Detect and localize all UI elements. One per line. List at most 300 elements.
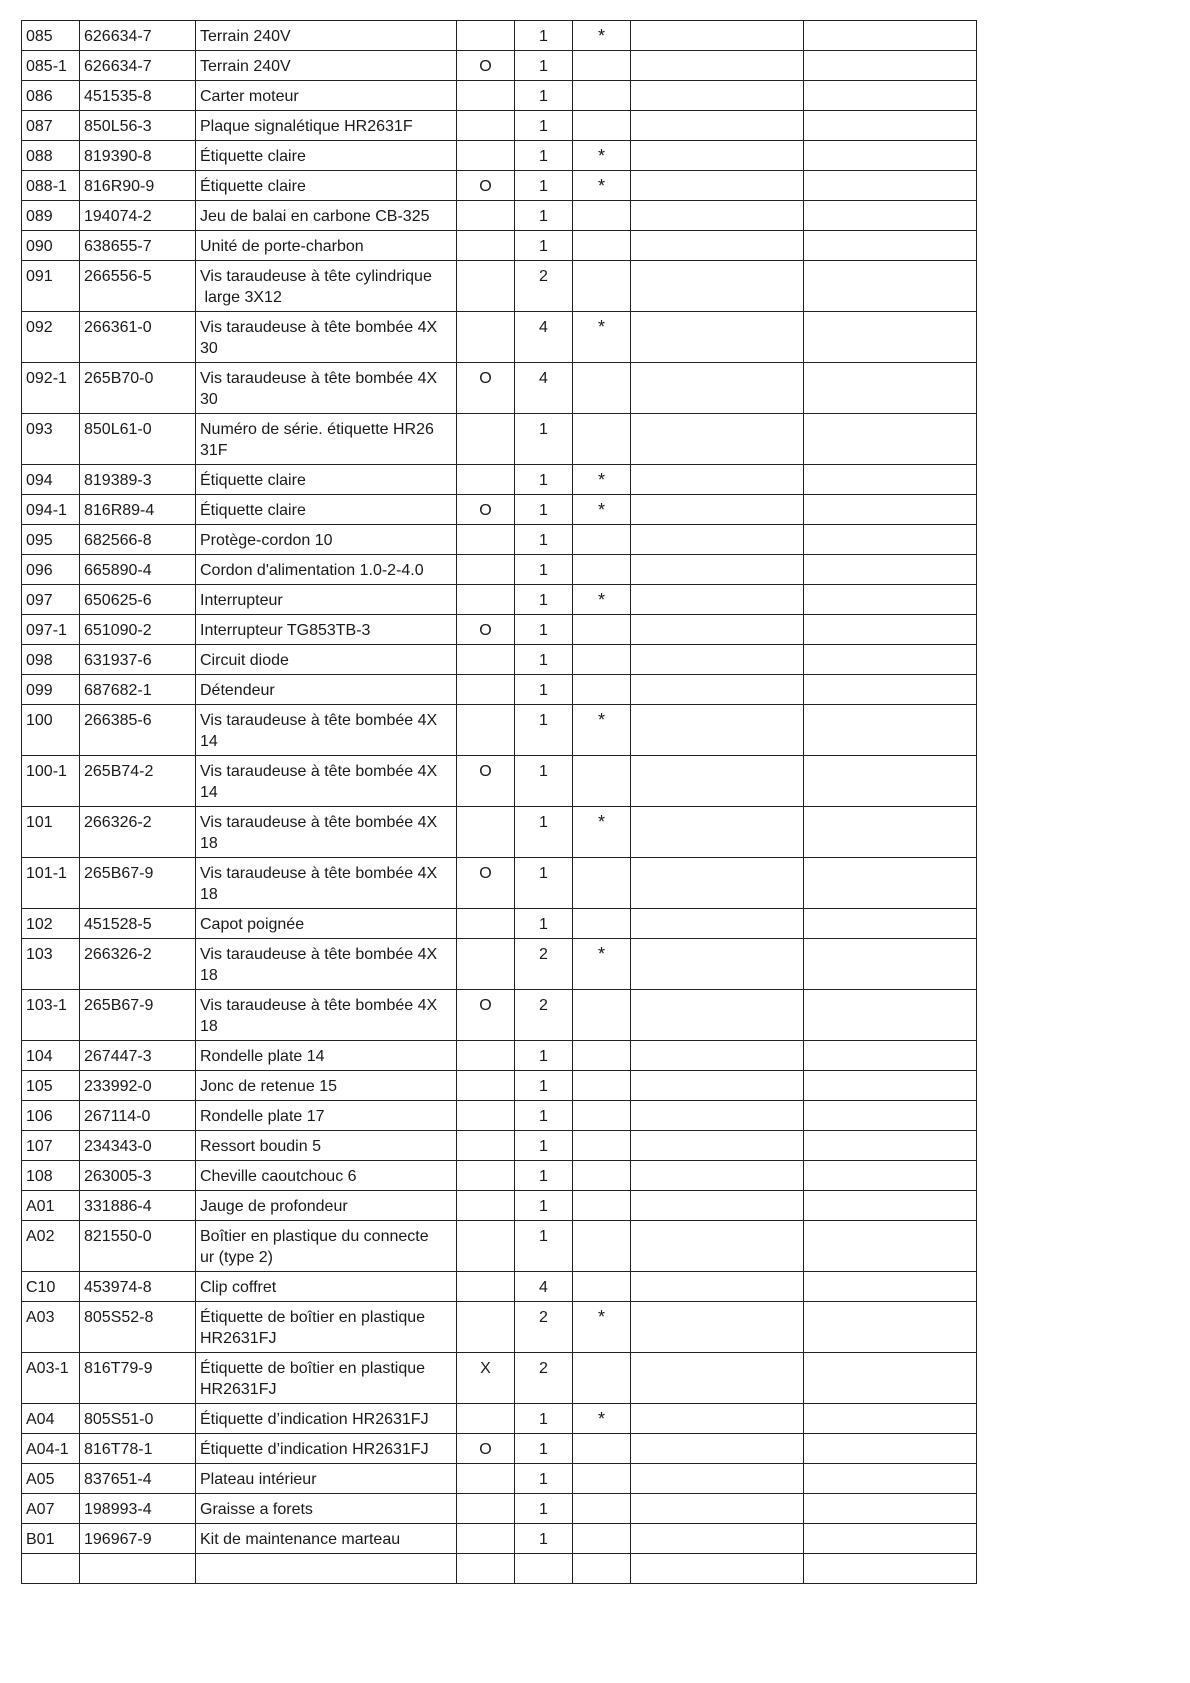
table-row xyxy=(22,990,977,1041)
part-number-cell: 265B67-9 xyxy=(80,858,196,909)
item-number-cell: 086 xyxy=(22,81,80,111)
table-row xyxy=(22,111,977,141)
quantity-cell: 1 xyxy=(515,705,573,756)
blank-cell xyxy=(631,111,804,141)
table-row xyxy=(22,555,977,585)
table-row xyxy=(22,363,977,414)
description-cell: Interrupteur TG853TB-3 xyxy=(196,615,457,645)
item-number-cell: 108 xyxy=(22,1161,80,1191)
blank-cell xyxy=(631,414,804,465)
description-cell: Détendeur xyxy=(196,675,457,705)
table-row xyxy=(22,909,977,939)
blank-cell xyxy=(804,201,977,231)
option-mark-cell xyxy=(457,1272,515,1302)
blank-cell xyxy=(631,675,804,705)
blank-cell xyxy=(631,1191,804,1221)
blank-cell xyxy=(804,1302,977,1353)
description-cell: Vis taraudeuse à tête bombée 4X 18 xyxy=(196,858,457,909)
blank-cell xyxy=(631,939,804,990)
item-number-cell: 099 xyxy=(22,675,80,705)
blank-cell xyxy=(631,1464,804,1494)
note-mark-cell xyxy=(573,1353,631,1404)
table-row xyxy=(22,525,977,555)
part-number-cell: 819389-3 xyxy=(80,465,196,495)
note-mark-cell xyxy=(573,909,631,939)
blank-cell xyxy=(22,1554,80,1584)
description-cell: Jeu de balai en carbone CB-325 xyxy=(196,201,457,231)
item-number-cell: 101 xyxy=(22,807,80,858)
description-cell: Jonc de retenue 15 xyxy=(196,1071,457,1101)
description-cell: Vis taraudeuse à tête bombée 4X 18 xyxy=(196,990,457,1041)
option-mark-cell xyxy=(457,141,515,171)
table-row xyxy=(22,1353,977,1404)
table-row xyxy=(22,1302,977,1353)
quantity-cell: 1 xyxy=(515,1524,573,1554)
table-row xyxy=(22,1464,977,1494)
blank-cell xyxy=(804,705,977,756)
note-mark-cell xyxy=(573,261,631,312)
description-cell: Vis taraudeuse à tête cylindrique large 3X12 xyxy=(196,261,457,312)
quantity-cell: 2 xyxy=(515,1302,573,1353)
blank-cell xyxy=(631,201,804,231)
blank-cell xyxy=(804,1554,977,1584)
part-number-cell: 816R90-9 xyxy=(80,171,196,201)
item-number-cell: A05 xyxy=(22,1464,80,1494)
quantity-cell: 1 xyxy=(515,414,573,465)
quantity-cell: 1 xyxy=(515,1191,573,1221)
blank-cell xyxy=(804,1161,977,1191)
note-mark-cell: * xyxy=(573,585,631,615)
option-mark-cell xyxy=(457,1161,515,1191)
quantity-cell: 4 xyxy=(515,312,573,363)
part-number-cell: 451528-5 xyxy=(80,909,196,939)
quantity-cell: 1 xyxy=(515,675,573,705)
item-number-cell: 094-1 xyxy=(22,495,80,525)
table-row xyxy=(22,807,977,858)
blank-cell xyxy=(631,1101,804,1131)
blank-cell xyxy=(804,1464,977,1494)
table-row xyxy=(22,1524,977,1554)
description-cell: Ressort boudin 5 xyxy=(196,1131,457,1161)
item-number-cell: 096 xyxy=(22,555,80,585)
blank-cell xyxy=(804,261,977,312)
blank-cell xyxy=(631,525,804,555)
note-mark-cell xyxy=(573,1221,631,1272)
blank-cell xyxy=(631,1404,804,1434)
part-number-cell: 816T79-9 xyxy=(80,1353,196,1404)
table-row xyxy=(22,1404,977,1434)
item-number-cell: 094 xyxy=(22,465,80,495)
blank-cell xyxy=(631,1494,804,1524)
option-mark-cell xyxy=(457,21,515,51)
table-row xyxy=(22,1272,977,1302)
blank-cell xyxy=(631,21,804,51)
part-number-cell: 682566-8 xyxy=(80,525,196,555)
part-number-cell: 266361-0 xyxy=(80,312,196,363)
note-mark-cell xyxy=(573,645,631,675)
table-row xyxy=(22,141,977,171)
note-mark-cell: * xyxy=(573,939,631,990)
blank-cell xyxy=(804,675,977,705)
table-row xyxy=(22,414,977,465)
item-number-cell: A03-1 xyxy=(22,1353,80,1404)
option-mark-cell xyxy=(457,555,515,585)
item-number-cell: 093 xyxy=(22,414,80,465)
table-row xyxy=(22,465,977,495)
item-number-cell: 107 xyxy=(22,1131,80,1161)
blank-cell xyxy=(631,465,804,495)
description-cell: Interrupteur xyxy=(196,585,457,615)
quantity-cell: 1 xyxy=(515,141,573,171)
blank-cell xyxy=(196,1554,457,1584)
table-row xyxy=(22,1161,977,1191)
option-mark-cell xyxy=(457,231,515,261)
option-mark-cell xyxy=(457,1494,515,1524)
description-cell: Terrain 240V xyxy=(196,21,457,51)
blank-cell xyxy=(804,1524,977,1554)
description-cell: Étiquette de boîtier en plastique HR2631FJ xyxy=(196,1302,457,1353)
note-mark-cell xyxy=(573,231,631,261)
item-number-cell: 091 xyxy=(22,261,80,312)
note-mark-cell xyxy=(573,1071,631,1101)
blank-cell xyxy=(631,645,804,675)
blank-cell xyxy=(631,807,804,858)
note-mark-cell xyxy=(573,1161,631,1191)
note-mark-cell: * xyxy=(573,807,631,858)
blank-cell xyxy=(804,1353,977,1404)
part-number-cell: 687682-1 xyxy=(80,675,196,705)
table-row xyxy=(22,1101,977,1131)
option-mark-cell: X xyxy=(457,1353,515,1404)
item-number-cell: 090 xyxy=(22,231,80,261)
part-number-cell: 331886-4 xyxy=(80,1191,196,1221)
table-row xyxy=(22,1191,977,1221)
option-mark-cell xyxy=(457,1404,515,1434)
blank-cell xyxy=(631,555,804,585)
part-number-cell: 626634-7 xyxy=(80,21,196,51)
part-number-cell: 626634-7 xyxy=(80,51,196,81)
item-number-cell: 103-1 xyxy=(22,990,80,1041)
note-mark-cell xyxy=(573,990,631,1041)
option-mark-cell xyxy=(457,1131,515,1161)
blank-cell xyxy=(804,1272,977,1302)
part-number-cell: 266326-2 xyxy=(80,807,196,858)
quantity-cell: 1 xyxy=(515,1161,573,1191)
item-number-cell: 106 xyxy=(22,1101,80,1131)
blank-cell xyxy=(631,171,804,201)
part-number-cell: 651090-2 xyxy=(80,615,196,645)
item-number-cell: A03 xyxy=(22,1302,80,1353)
quantity-cell: 1 xyxy=(515,81,573,111)
table-row xyxy=(22,615,977,645)
item-number-cell: A01 xyxy=(22,1191,80,1221)
table-row xyxy=(22,81,977,111)
table-row xyxy=(22,756,977,807)
note-mark-cell: * xyxy=(573,1302,631,1353)
item-number-cell: A02 xyxy=(22,1221,80,1272)
note-mark-cell xyxy=(573,615,631,645)
description-cell: Protège-cordon 10 xyxy=(196,525,457,555)
quantity-cell: 1 xyxy=(515,231,573,261)
quantity-cell: 1 xyxy=(515,909,573,939)
empty-table-row xyxy=(22,1554,977,1584)
table-row xyxy=(22,1434,977,1464)
option-mark-cell xyxy=(457,414,515,465)
option-mark-cell: O xyxy=(457,363,515,414)
blank-cell xyxy=(631,261,804,312)
note-mark-cell xyxy=(573,1041,631,1071)
item-number-cell: 092-1 xyxy=(22,363,80,414)
quantity-cell: 1 xyxy=(515,495,573,525)
blank-cell xyxy=(631,858,804,909)
item-number-cell: 085-1 xyxy=(22,51,80,81)
blank-cell xyxy=(804,141,977,171)
part-number-cell: 816T78-1 xyxy=(80,1434,196,1464)
option-mark-cell: O xyxy=(457,990,515,1041)
blank-cell xyxy=(804,171,977,201)
description-cell: Étiquette de boîtier en plastique HR2631FJ xyxy=(196,1353,457,1404)
blank-cell xyxy=(804,21,977,51)
blank-cell xyxy=(631,51,804,81)
part-number-cell: 194074-2 xyxy=(80,201,196,231)
note-mark-cell xyxy=(573,1434,631,1464)
item-number-cell: 097-1 xyxy=(22,615,80,645)
blank-cell xyxy=(573,1554,631,1584)
quantity-cell: 4 xyxy=(515,1272,573,1302)
description-cell: Cordon d'alimentation 1.0-2-4.0 xyxy=(196,555,457,585)
quantity-cell: 1 xyxy=(515,645,573,675)
table-row xyxy=(22,1494,977,1524)
table-row xyxy=(22,675,977,705)
blank-cell xyxy=(804,1101,977,1131)
quantity-cell: 1 xyxy=(515,1404,573,1434)
description-cell: Rondelle plate 17 xyxy=(196,1101,457,1131)
blank-cell xyxy=(631,756,804,807)
note-mark-cell xyxy=(573,1272,631,1302)
option-mark-cell xyxy=(457,807,515,858)
item-number-cell: 088 xyxy=(22,141,80,171)
quantity-cell: 1 xyxy=(515,525,573,555)
blank-cell xyxy=(804,858,977,909)
item-number-cell: 089 xyxy=(22,201,80,231)
description-cell: Kit de maintenance marteau xyxy=(196,1524,457,1554)
quantity-cell: 1 xyxy=(515,1434,573,1464)
part-number-cell: 196967-9 xyxy=(80,1524,196,1554)
option-mark-cell xyxy=(457,1524,515,1554)
note-mark-cell xyxy=(573,363,631,414)
part-number-cell: 453974-8 xyxy=(80,1272,196,1302)
option-mark-cell: O xyxy=(457,615,515,645)
parts-table-body xyxy=(22,21,977,1584)
option-mark-cell xyxy=(457,1221,515,1272)
option-mark-cell xyxy=(457,675,515,705)
option-mark-cell xyxy=(457,465,515,495)
blank-cell xyxy=(631,1131,804,1161)
note-mark-cell xyxy=(573,1494,631,1524)
quantity-cell: 2 xyxy=(515,939,573,990)
part-number-cell: 234343-0 xyxy=(80,1131,196,1161)
blank-cell xyxy=(457,1554,515,1584)
quantity-cell: 1 xyxy=(515,1494,573,1524)
option-mark-cell xyxy=(457,909,515,939)
option-mark-cell xyxy=(457,261,515,312)
quantity-cell: 1 xyxy=(515,756,573,807)
quantity-cell: 1 xyxy=(515,111,573,141)
blank-cell xyxy=(804,525,977,555)
table-row xyxy=(22,312,977,363)
table-row xyxy=(22,1131,977,1161)
item-number-cell: 102 xyxy=(22,909,80,939)
description-cell: Clip coffret xyxy=(196,1272,457,1302)
description-cell: Vis taraudeuse à tête bombée 4X 14 xyxy=(196,756,457,807)
description-cell: Capot poignée xyxy=(196,909,457,939)
description-cell: Numéro de série. étiquette HR26 31F xyxy=(196,414,457,465)
part-number-cell: 265B67-9 xyxy=(80,990,196,1041)
note-mark-cell xyxy=(573,525,631,555)
option-mark-cell: O xyxy=(457,495,515,525)
blank-cell xyxy=(804,756,977,807)
note-mark-cell: * xyxy=(573,465,631,495)
note-mark-cell xyxy=(573,1191,631,1221)
blank-cell xyxy=(804,1221,977,1272)
blank-cell xyxy=(804,111,977,141)
quantity-cell: 4 xyxy=(515,363,573,414)
note-mark-cell xyxy=(573,201,631,231)
blank-cell xyxy=(804,1131,977,1161)
quantity-cell: 1 xyxy=(515,555,573,585)
quantity-cell: 1 xyxy=(515,171,573,201)
quantity-cell: 1 xyxy=(515,615,573,645)
option-mark-cell: O xyxy=(457,51,515,81)
blank-cell xyxy=(804,495,977,525)
note-mark-cell xyxy=(573,414,631,465)
quantity-cell: 1 xyxy=(515,585,573,615)
blank-cell xyxy=(804,312,977,363)
table-row xyxy=(22,261,977,312)
note-mark-cell xyxy=(573,81,631,111)
part-number-cell: 850L56-3 xyxy=(80,111,196,141)
blank-cell xyxy=(631,1272,804,1302)
blank-cell xyxy=(631,81,804,111)
blank-cell xyxy=(804,1191,977,1221)
quantity-cell: 2 xyxy=(515,990,573,1041)
part-number-cell: 837651-4 xyxy=(80,1464,196,1494)
quantity-cell: 1 xyxy=(515,51,573,81)
quantity-cell: 1 xyxy=(515,807,573,858)
description-cell: Plateau intérieur xyxy=(196,1464,457,1494)
note-mark-cell xyxy=(573,1524,631,1554)
blank-cell xyxy=(804,1404,977,1434)
blank-cell xyxy=(804,555,977,585)
part-number-cell: 266556-5 xyxy=(80,261,196,312)
description-cell: Vis taraudeuse à tête bombée 4X 18 xyxy=(196,939,457,990)
blank-cell xyxy=(804,1041,977,1071)
table-row xyxy=(22,585,977,615)
description-cell: Graisse a forets xyxy=(196,1494,457,1524)
option-mark-cell xyxy=(457,1464,515,1494)
item-number-cell: 095 xyxy=(22,525,80,555)
item-number-cell: 092 xyxy=(22,312,80,363)
quantity-cell: 1 xyxy=(515,1131,573,1161)
blank-cell xyxy=(804,231,977,261)
description-cell: Jauge de profondeur xyxy=(196,1191,457,1221)
option-mark-cell xyxy=(457,1071,515,1101)
part-number-cell: 233992-0 xyxy=(80,1071,196,1101)
blank-cell xyxy=(631,1554,804,1584)
note-mark-cell: * xyxy=(573,1404,631,1434)
note-mark-cell xyxy=(573,111,631,141)
blank-cell xyxy=(804,909,977,939)
blank-cell xyxy=(804,1494,977,1524)
part-number-cell: 451535-8 xyxy=(80,81,196,111)
part-number-cell: 650625-6 xyxy=(80,585,196,615)
note-mark-cell xyxy=(573,858,631,909)
blank-cell xyxy=(631,909,804,939)
blank-cell xyxy=(515,1554,573,1584)
part-number-cell: 665890-4 xyxy=(80,555,196,585)
option-mark-cell: O xyxy=(457,858,515,909)
note-mark-cell: * xyxy=(573,141,631,171)
description-cell: Vis taraudeuse à tête bombée 4X 30 xyxy=(196,363,457,414)
description-cell: Unité de porte-charbon xyxy=(196,231,457,261)
note-mark-cell: * xyxy=(573,495,631,525)
description-cell: Vis taraudeuse à tête bombée 4X 14 xyxy=(196,705,457,756)
description-cell: Étiquette claire xyxy=(196,141,457,171)
item-number-cell: 105 xyxy=(22,1071,80,1101)
note-mark-cell xyxy=(573,555,631,585)
table-row xyxy=(22,645,977,675)
option-mark-cell xyxy=(457,585,515,615)
part-number-cell: 267447-3 xyxy=(80,1041,196,1071)
table-row xyxy=(22,1071,977,1101)
blank-cell xyxy=(631,1041,804,1071)
note-mark-cell: * xyxy=(573,705,631,756)
table-row xyxy=(22,705,977,756)
option-mark-cell xyxy=(457,1041,515,1071)
note-mark-cell xyxy=(573,675,631,705)
item-number-cell: B01 xyxy=(22,1524,80,1554)
blank-cell xyxy=(631,1353,804,1404)
table-row xyxy=(22,858,977,909)
description-cell: Carter moteur xyxy=(196,81,457,111)
description-cell: Boîtier en plastique du connecte ur (type 2) xyxy=(196,1221,457,1272)
quantity-cell: 1 xyxy=(515,1101,573,1131)
blank-cell xyxy=(631,231,804,261)
option-mark-cell xyxy=(457,645,515,675)
part-number-cell: 821550-0 xyxy=(80,1221,196,1272)
option-mark-cell xyxy=(457,111,515,141)
part-number-cell: 819390-8 xyxy=(80,141,196,171)
part-number-cell: 816R89-4 xyxy=(80,495,196,525)
note-mark-cell: * xyxy=(573,21,631,51)
option-mark-cell xyxy=(457,939,515,990)
part-number-cell: 805S51-0 xyxy=(80,1404,196,1434)
part-number-cell: 263005-3 xyxy=(80,1161,196,1191)
table-row xyxy=(22,495,977,525)
blank-cell xyxy=(631,705,804,756)
item-number-cell: 100 xyxy=(22,705,80,756)
blank-cell xyxy=(804,51,977,81)
item-number-cell: 085 xyxy=(22,21,80,51)
blank-cell xyxy=(804,414,977,465)
item-number-cell: A04 xyxy=(22,1404,80,1434)
blank-cell xyxy=(631,1071,804,1101)
item-number-cell: 098 xyxy=(22,645,80,675)
quantity-cell: 1 xyxy=(515,1071,573,1101)
option-mark-cell: O xyxy=(457,1434,515,1464)
quantity-cell: 1 xyxy=(515,1221,573,1272)
blank-cell xyxy=(804,465,977,495)
